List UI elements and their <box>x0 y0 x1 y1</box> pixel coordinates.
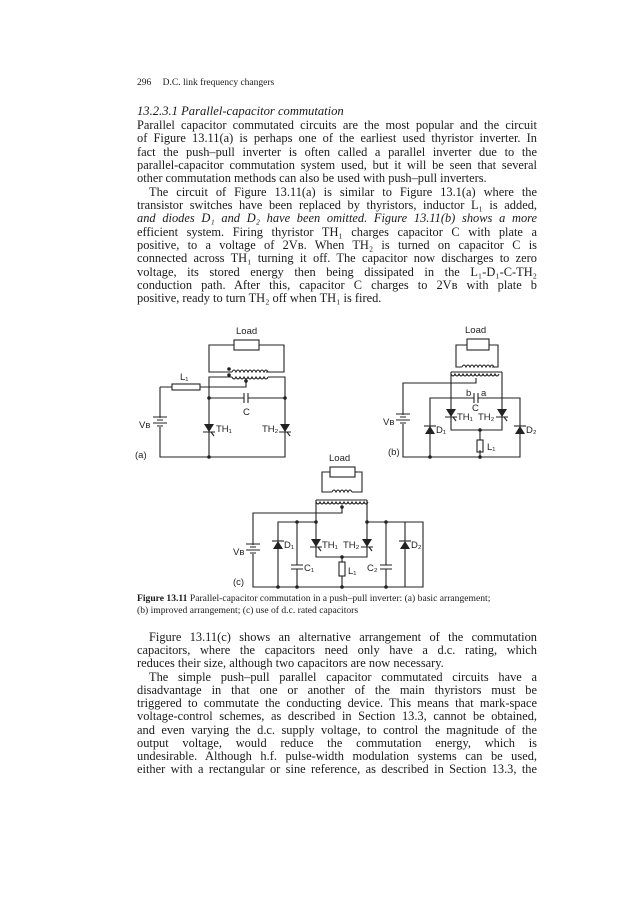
text-line: output voltage, would reduce the commutation energy, which is <box>137 736 537 750</box>
circuit-c <box>233 453 423 589</box>
inductor-l1 <box>339 562 345 576</box>
diode-d2-icon <box>399 541 411 549</box>
th1-label: TH₁ <box>457 412 473 423</box>
th2-label: TH₂ <box>262 424 279 435</box>
l1-label: L₁ <box>348 566 357 577</box>
circuit-b <box>383 325 537 459</box>
panel-label: (c) <box>233 577 245 588</box>
text-line: positive, to a voltage of 2Vʙ. When TH₂ is turned on capacitor C is <box>137 238 537 252</box>
text-line: The simple push–pull parallel capacitor commutated circuits have a <box>149 669 537 684</box>
battery-icon <box>396 414 410 423</box>
text-line: capacitors, where the capacitors need only have a d.c. rating, which <box>137 643 537 657</box>
figure-caption <box>137 593 490 604</box>
text-line: voltage-control schemes, as described in Section 13.3, cannot be obtained, <box>137 709 537 723</box>
load-label: Load <box>236 326 258 337</box>
vb-label: Vʙ <box>383 417 395 428</box>
text-line: positive, ready to turn TH₂ off when TH₁ is fired. <box>137 291 382 305</box>
c-label: C <box>472 403 479 414</box>
text-line: efficient system. Firing thyristor TH₁ charges capacitor C with plate a <box>137 224 537 239</box>
transformer-secondary <box>332 490 352 492</box>
load-resistor <box>467 339 489 350</box>
th2-label: TH₂ <box>343 540 360 551</box>
inductor-l1 <box>172 384 200 390</box>
text-line: either with a rectangular or sine reference, as described in Section 13.3, the <box>137 762 537 776</box>
text-line: fact the push–pull inverter is often called a parallel inverter due to the <box>137 144 537 159</box>
l1-label: L₁ <box>487 442 496 453</box>
caption-text-line2: (b) improved arrangement; (c) use of d.c. rated capacitors <box>137 605 359 616</box>
th2-label: TH₂ <box>478 412 495 423</box>
transformer-primary <box>451 372 502 376</box>
capacitor-c <box>474 393 478 403</box>
text-line: triggered to commutate the conducting device. This means that mark-space <box>137 696 537 710</box>
capacitor-c <box>209 393 285 403</box>
text-line: of Figure 13.11(a) is perhaps one of the earliest used thyristor inverter. In <box>137 131 537 145</box>
text-line: undesirable. Although h.f. pulse-width modulation systems can be used, <box>137 749 537 763</box>
text-line: other commutation methods can also be used with push–pull inverters. <box>137 171 487 185</box>
transformer-primary <box>232 377 268 379</box>
th1-label: TH₁ <box>216 424 232 435</box>
text-line: Figure 13.11(c) shows an alternative arrangement of the commutation <box>149 630 537 644</box>
transformer-secondary <box>232 370 268 372</box>
load-label: Load <box>465 325 487 336</box>
text-line: reduces their size, although two capacitors are now necessary. <box>137 656 444 670</box>
text-line: parallel-capacitor commutation system used, but it will be seen that several <box>137 158 537 172</box>
load-label: Load <box>329 453 351 464</box>
c2-label: C₂ <box>367 563 378 574</box>
diode-d1-icon <box>424 426 436 434</box>
th1-label: TH₁ <box>322 540 338 551</box>
d1-label: D₁ <box>436 425 447 436</box>
text-line: and even varying the d.c. supply voltage, to control the magnitude of the <box>137 722 537 737</box>
caption-label: Figure 13.11 <box>137 593 188 604</box>
running-title: D.C. link frequency changers <box>162 78 275 88</box>
c1-label: C₁ <box>304 563 315 574</box>
circuit-a <box>135 326 291 461</box>
transformer-secondary <box>462 365 494 367</box>
l1-label: L₁ <box>180 372 189 383</box>
text-line: conduction path. After this, capacitor C charges to 2Vʙ with plate b <box>137 278 537 292</box>
capacitor-c2 <box>380 522 392 587</box>
text-line: connected across TH₁ turning it off. The capacitor now discharges to zero <box>137 251 537 265</box>
transformer-primary <box>316 500 368 504</box>
load-resistor <box>234 340 259 350</box>
vb-label: Vʙ <box>233 547 245 558</box>
text-line: voltage, its stored energy then being dissipated in the L₁-D₁-C-TH₂ <box>137 264 537 279</box>
text-line: The circuit of Figure 13.11(a) is similar to Figure 13.1(a) where the <box>149 184 537 199</box>
caption-text: Parallel-capacitor commutation in a push–pull inverter: (a) basic arrangement; <box>189 593 491 604</box>
d2-label: D₂ <box>526 425 537 436</box>
capacitor-c1 <box>291 522 303 587</box>
text-line: disadvantage in that one or another of the main thyristors must be <box>137 683 537 697</box>
d2-label: D₂ <box>411 540 422 551</box>
vb-label: Vʙ <box>139 420 151 431</box>
load-resistor <box>330 467 355 477</box>
d1-label: D₁ <box>284 540 295 551</box>
diode-d2-icon <box>514 426 526 434</box>
section-heading: 13.2.3.1 Parallel-capacitor commutation <box>137 104 344 118</box>
panel-label: (b) <box>388 447 400 458</box>
panel-label: (a) <box>135 450 147 461</box>
diode-d1-icon <box>272 541 284 549</box>
plate-b-label: b <box>466 388 472 399</box>
text-line: transistor switches have been replaced by thyristors, inductor L₁ is added, <box>137 198 537 212</box>
text-line: Parallel capacitor commutated circuits are the most popular and the circuit <box>137 118 537 132</box>
text-line: and diodes D₁ and D₂ have been omitted. Figure 13.11(b) shows a more <box>137 211 537 225</box>
battery-icon <box>153 417 167 426</box>
page-number: 296 <box>137 78 152 88</box>
battery-icon <box>246 544 260 553</box>
plate-a-label: a <box>481 388 487 399</box>
c-label: C <box>243 407 250 418</box>
